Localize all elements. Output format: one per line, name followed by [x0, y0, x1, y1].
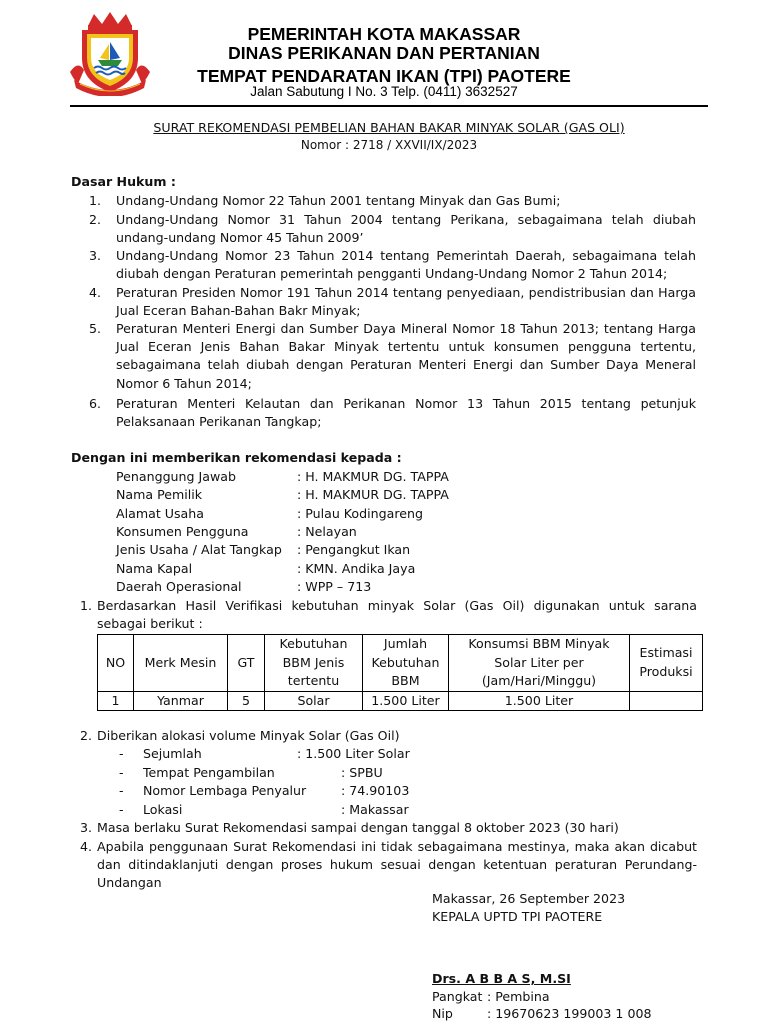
- list-item: Peraturan Presiden Nomor 191 Tahun 2014 tentang penyediaan, pendistribusian dan Harga Jual Eceran Bahan-Bahan Bakr Minyak;: [116, 285, 696, 319]
- point-number: 1.: [80, 598, 93, 613]
- column-header: Merk Mesin: [134, 635, 228, 692]
- table-cell: 5: [228, 691, 265, 711]
- table-cell: 1.500 Liter: [449, 691, 630, 711]
- list-item-number: 2.: [89, 212, 102, 227]
- field-value: : Nelayan: [297, 524, 357, 539]
- section-heading-rekomendasi: Dengan ini memberikan rekomendasi kepada :: [71, 450, 402, 465]
- point-number: 2.: [80, 728, 93, 743]
- nip-label: Nip: [432, 1006, 453, 1021]
- field-label: Penanggung Jawab: [116, 469, 236, 484]
- bullet-dash: -: [119, 783, 124, 798]
- field-value: : Pengangkut Ikan: [297, 542, 411, 557]
- field-value: : WPP – 713: [297, 579, 372, 594]
- nip-value: : 19670623 199003 1 008: [487, 1006, 652, 1021]
- allocation-label: Sejumlah: [143, 746, 202, 761]
- letterhead-department: DINAS PERIKANAN DAN PERTANIAN: [228, 43, 540, 63]
- point-number: 4.: [80, 839, 93, 854]
- list-item: Undang-Undang Nomor 22 Tahun 2001 tentang Minyak dan Gas Bumi;: [116, 193, 561, 208]
- table-cell: 1: [98, 691, 134, 711]
- letterhead-address: Jalan Sabutung I No. 3 Telp. (0411) 3632527: [250, 84, 518, 99]
- bullet-dash: -: [119, 802, 124, 817]
- table-cell: Yanmar: [134, 691, 228, 711]
- list-item: Undang-Undang Nomor 23 Tahun 2014 tentang Pemerintah Daerah, sebagaimana telah diubah dengan Peraturan pemerintah pengganti Undang-Undang Nomor 2 Tahun 2014;: [116, 248, 696, 282]
- makassar-city-crest-icon: [68, 10, 152, 96]
- list-item: Undang-Undang Nomor 31 Tahun 2004 tentang Perikana, sebagaimana telah diubah undang-undang Nomor 45 Tahun 2009’: [116, 212, 696, 246]
- field-value: : Pulau Kodingareng: [297, 506, 423, 521]
- field-value: : H. MAKMUR DG. TAPPA: [297, 469, 449, 484]
- allocation-value: : 74.90103: [341, 783, 410, 798]
- point-text: Diberikan alokasi volume Minyak Solar (Gas Oil): [97, 728, 400, 743]
- pangkat-value: : Pembina: [487, 989, 550, 1004]
- field-label: Jenis Usaha / Alat Tangkap: [116, 542, 282, 557]
- column-header: GT: [228, 635, 265, 692]
- allocation-value: : Makassar: [341, 802, 409, 817]
- list-item-number: 4.: [89, 285, 102, 300]
- field-label: Daerah Operasional: [116, 579, 242, 594]
- list-item-number: 5.: [89, 321, 102, 336]
- point-number: 3.: [80, 820, 93, 835]
- signatory-name: Drs. A B B A S, M.SI: [432, 971, 571, 986]
- section-heading-dasar-hukum: Dasar Hukum :: [71, 174, 176, 189]
- point-text: Masa berlaku Surat Rekomendasi sampai dengan tanggal 8 oktober 2023 (30 hari): [97, 820, 619, 835]
- table-header-row: [98, 635, 703, 692]
- point-text: Berdasarkan Hasil Verifikasi kebutuhan minyak Solar (Gas Oil) digunakan untuk sarana sebagai berikut :: [97, 598, 697, 632]
- column-header: Kebutuhan BBM Jenis tertentu: [265, 635, 363, 692]
- allocation-label: Lokasi: [143, 802, 183, 817]
- field-label: Nama Kapal: [116, 561, 193, 576]
- allocation-value: : 1.500 Liter Solar: [297, 746, 410, 761]
- field-value: : H. MAKMUR DG. TAPPA: [297, 487, 449, 502]
- list-item-number: 6.: [89, 396, 102, 411]
- list-item: Peraturan Menteri Kelautan dan Perikanan Nomor 13 Tahun 2015 tentang petunjuk Pelaksanaan Perikanan Tangkap;: [116, 396, 696, 430]
- letterhead-divider: [70, 105, 708, 107]
- signature-place-date: Makassar, 26 September 2023: [432, 891, 626, 906]
- table-row: [98, 691, 703, 711]
- table-cell: 1.500 Liter: [363, 691, 449, 711]
- bullet-dash: -: [119, 746, 124, 761]
- allocation-label: Nomor Lembaga Penyalur: [143, 783, 307, 798]
- bullet-dash: -: [119, 765, 124, 780]
- fuel-requirement-table: [97, 634, 703, 711]
- signature-position: KEPALA UPTD TPI PAOTERE: [432, 909, 603, 924]
- allocation-label: Tempat Pengambilan: [143, 765, 275, 780]
- column-header: Konsumsi BBM Minyak Solar Liter per (Jam/Hari/Minggu): [449, 635, 630, 692]
- list-item-number: 1.: [89, 193, 102, 208]
- table-cell: [630, 691, 703, 711]
- column-header: NO: [98, 635, 134, 692]
- column-header: Jumlah Kebutuhan BBM: [363, 635, 449, 692]
- point-text: Apabila penggunaan Surat Rekomendasi ini tidak sebagaimana mestinya, maka akan dicabut dan ditindaklanjuti dengan proses hukum sesuai dengan ketentuan peraturan Perundang-Undangan: [97, 839, 697, 891]
- letterhead-government: PEMERINTAH KOTA MAKASSAR: [247, 24, 521, 44]
- field-label: Konsumen Pengguna: [116, 524, 249, 539]
- column-header: Estimasi Produksi: [630, 635, 703, 692]
- document-title: SURAT REKOMENDASI PEMBELIAN BAHAN BAKAR MINYAK SOLAR (GAS OLI): [153, 120, 625, 135]
- pangkat-label: Pangkat: [432, 989, 483, 1004]
- document-number: Nomor : 2718 / XXVII/IX/2023: [300, 138, 478, 152]
- allocation-value: : SPBU: [341, 765, 383, 780]
- letterhead-office: TEMPAT PENDARATAN IKAN (TPI) PAOTERE: [197, 66, 571, 86]
- field-label: Alamat Usaha: [116, 506, 204, 521]
- field-value: : KMN. Andika Jaya: [297, 561, 416, 576]
- table-cell: Solar: [265, 691, 363, 711]
- list-item: Peraturan Menteri Energi dan Sumber Daya Mineral Nomor 18 Tahun 2013; tentang Harga Jual Eceran Jenis Bahan Bakar Minyak tertentu untuk konsumen pengguna tertentu, sebagaimana telah diubah dengan Peraturan Menteri Energi dan Sumber Daya Meneral Nomor 6 Tahun 2014;: [116, 321, 696, 391]
- field-label: Nama Pemilik: [116, 487, 203, 502]
- list-item-number: 3.: [89, 248, 102, 263]
